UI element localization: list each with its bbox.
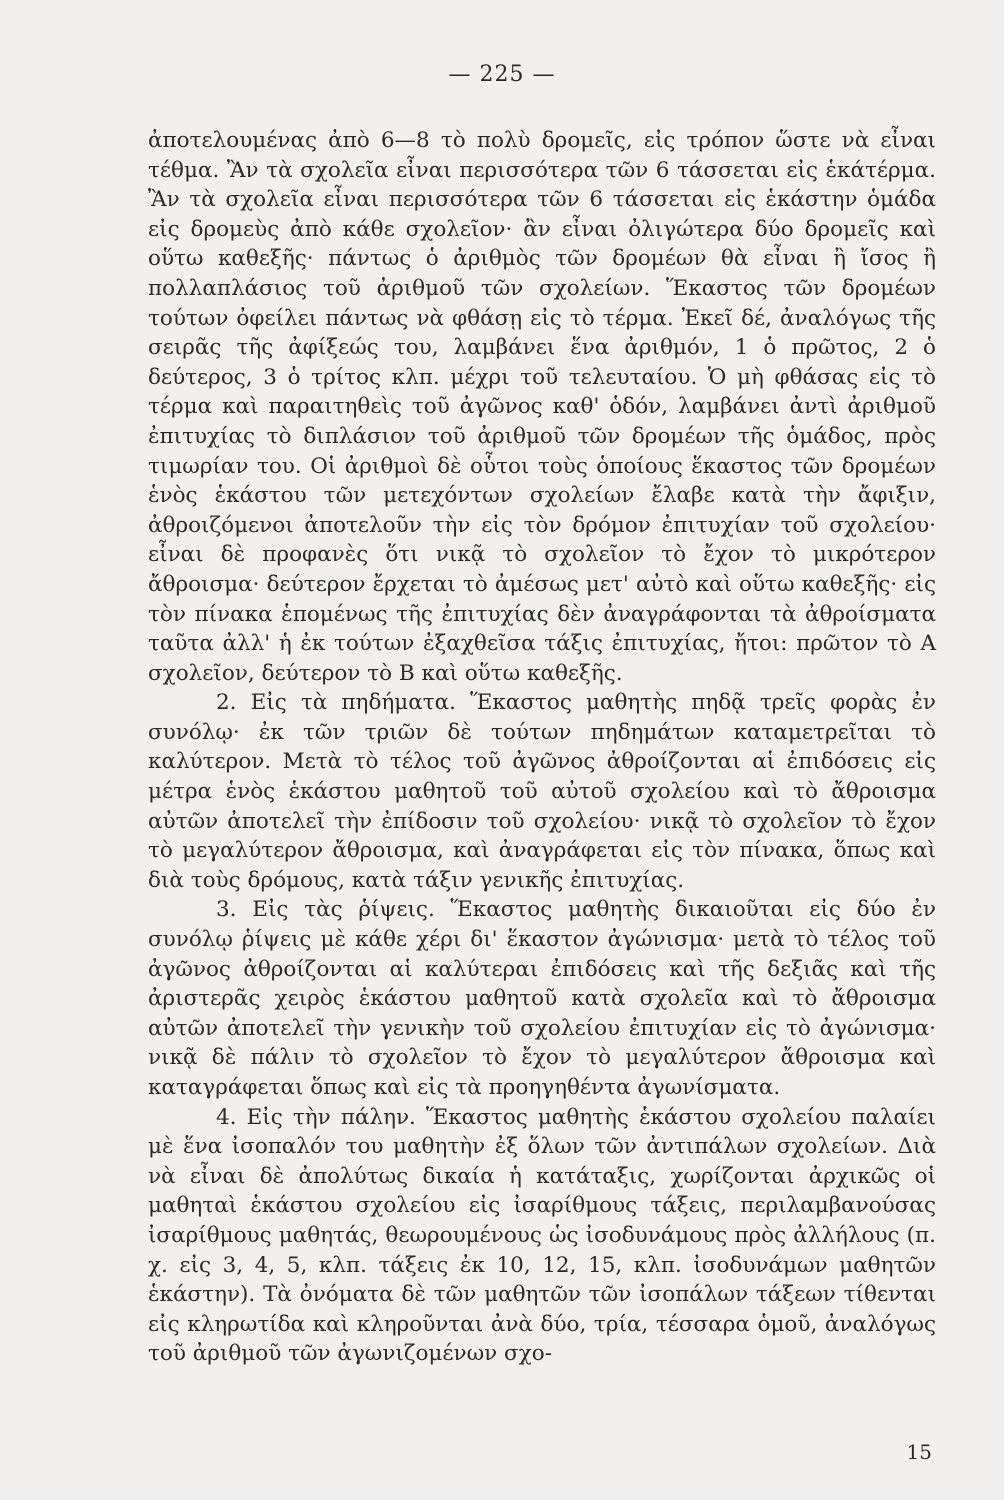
- page-number: — 225 —: [448, 62, 556, 87]
- printer-signature-mark: 15: [906, 1440, 932, 1464]
- paragraph-wrestling: 4. Εἰς τὴν πάλην. Ἕκαστος μαθητὴς ἑκάστου σχολείου παλαίει μὲ ἕνα ἰσοπαλόν του μαθητὴν ἐξ ὅλων τῶν ἀντιπάλων σχολείων. Διὰ νὰ εἶναι δὲ ἀπολύτως δικαία ἡ κατάταξις, χωρίζονται ἀρχικῶς οἱ μαθηταὶ ἑκάστου σχολείου εἰς ἰσαρίθμους τάξεις, περιλαμβανούσας ἰσαρίθμους μαθητάς, θεωρουμένους ὡς ἰσοδυνάμους πρὸς ἀλλήλους (π. χ. εἰς 3, 4, 5, κλπ. τάξεις ἐκ 10, 12, 15, κλπ. ἰσοδυνάμων μαθητῶν ἑκάστην). Τὰ ὀνόματα δὲ τῶν μαθητῶν τῶν ἰσοπάλων τάξεων τίθενται εἰς κληρωτίδα καὶ κληροῦνται ἀνὰ δύο, τρία, τέσσαρα ὁμοῦ, ἀναλόγως τοῦ ἀριθμοῦ τῶν ἀγωνιζομένων σχο-: [148, 1104, 936, 1367]
- paragraph-running-rules: ἀποτελουμένας ἀπὸ 6—8 τὸ πολὺ δρομεῖς, εἰς τρόπον ὥστε νὰ εἶναι τέθμα. Ἂν τὰ σχολεῖα εἶναι περισσότερα τῶν 6 τάσσεται εἰς ἑκάτέρμα. Ἂν τὰ σχολεῖα εἶναι περισσότερα τῶν 6 τάσσεται εἰς ἑκάστην ὁμάδα εἰς δρομεὺς ἀπὸ κάθε σχολεῖον· ἂν εἶναι ὀλιγώτερα δύο δρομεῖς καὶ οὕτω καθεξῆς· πάντως ὁ ἀριθμὸς τῶν δρομέων θὰ εἶναι ἢ ἴσος ἢ πολλαπλάσιος τοῦ ἀριθμοῦ τῶν σχολείων. Ἕκαστος τῶν δρομέων τούτων ὀφείλει πάντως νὰ φθάσῃ εἰς τὸ τέρμα. Ἐκεῖ δέ, ἀναλόγως τῆς σειρᾶς τῆς ἀφίξεώς του, λαμβάνει ἕνα ἀριθμόν, 1 ὁ πρῶτος, 2 ὁ δεύτερος, 3 ὁ τρίτος κλπ. μέχρι τοῦ τελευταίου. Ὁ μὴ φθάσας εἰς τὸ τέρμα καὶ παραιτηθεὶς τοῦ ἀγῶνος καθ' ὁδόν, λαμβάνει ἀντὶ ἀριθμοῦ ἐπιτυχίας τὸ διπλάσιον τοῦ ἀριθμοῦ τῶν δρομέων τῆς ὁμάδος, πρὸς τιμωρίαν του. Οἱ ἀριθμοὶ δὲ οὗτοι τοὺς ὁποίους ἕκαστος τῶν δρομέων ἑνὸς ἑκάστου τῶν μετεχόντων σχολείων ἔλαβε κατὰ τὴν ἄφιξιν, ἀθροιζόμενοι ἀποτελοῦν τὴν εἰς τὸν δρόμον ἐπιτυχίαν τοῦ σχολείου· εἶναι δὲ προφανὲς ὅτι νικᾷ τὸ σχολεῖον τὸ ἔχον τὸ μικρότερον ἄθροισμα· δεύτερον ἔρχεται τὸ ἀμέσως μετ' αὐτὸ καὶ οὕτω καθεξῆς· εἰς τὸν πίνακα ἑπομένως τῆς ἐπιτυχίας δὲν ἀναγράφονται τὰ ἀθροίσματα ταῦτα ἀλλ' ἡ ἐκ τούτων ἐξαχθεῖσα τάξις ἐπιτυχίας, ἤτοι: πρῶτον τὸ Α σχολεῖον, δεύτερον τὸ Β καὶ οὕτω καθεξῆς.: [148, 128, 936, 686]
- body-text: [148, 126, 936, 1369]
- paragraph-throws: 3. Εἰς τὰς ῥίψεις. Ἕκαστος μαθητὴς δικαιοῦται εἰς δύο ἐν συνόλῳ ῥίψεις μὲ κάθε χέρι δι' ἕκαστον ἀγώνισμα· μετὰ τὸ τέλος τοῦ ἀγῶνος ἀθροίζονται αἱ καλύτεραι ἐπιδόσεις καὶ τῆς δεξιᾶς καὶ τῆς ἀριστερᾶς χειρὸς ἑκάστου μαθητοῦ κατὰ σχολεῖα καὶ τὸ ἄθροισμα αὐτῶν ἀποτελεῖ τὴν γενικὴν τοῦ σχολείου ἐπιτυχίαν εἰς τὸ ἀγώνισμα· νικᾷ δὲ πάλιν τὸ σχολεῖον τὸ ἔχον τὸ μεγαλύτερον ἄθροισμα καὶ καταγράφεται ὅπως καὶ εἰς τὰ προηγηθέντα ἀγωνίσματα.: [148, 897, 936, 1100]
- paragraph-jumps: 2. Εἰς τὰ πηδήματα. Ἕκαστος μαθητὴς πηδᾷ τρεῖς φορὰς ἐν συνόλῳ· ἐκ τῶν τριῶν δὲ τούτων πηδημάτων καταμετρεῖται τὸ καλύτερον. Μετὰ τὸ τέλος τοῦ ἀγῶνος ἀθροίζονται αἱ ἐπιδόσεις εἰς μέτρα ἑνὸς ἑκάστου μαθητοῦ τοῦ αὐτοῦ σχολείου καὶ τὸ ἄθροισμα αὐτῶν ἀποτελεῖ τὴν ἐπίδοσιν τοῦ σχολείου· νικᾷ τὸ σχολεῖον τὸ ἔχον τὸ μεγαλύτερον ἄθροισμα, καὶ ἀναγράφεται εἰς τὸν πίνακα, ὅπως καὶ διὰ τοὺς δρόμους, κατὰ τάξιν γενικῆς ἐπιτυχίας.: [148, 690, 936, 893]
